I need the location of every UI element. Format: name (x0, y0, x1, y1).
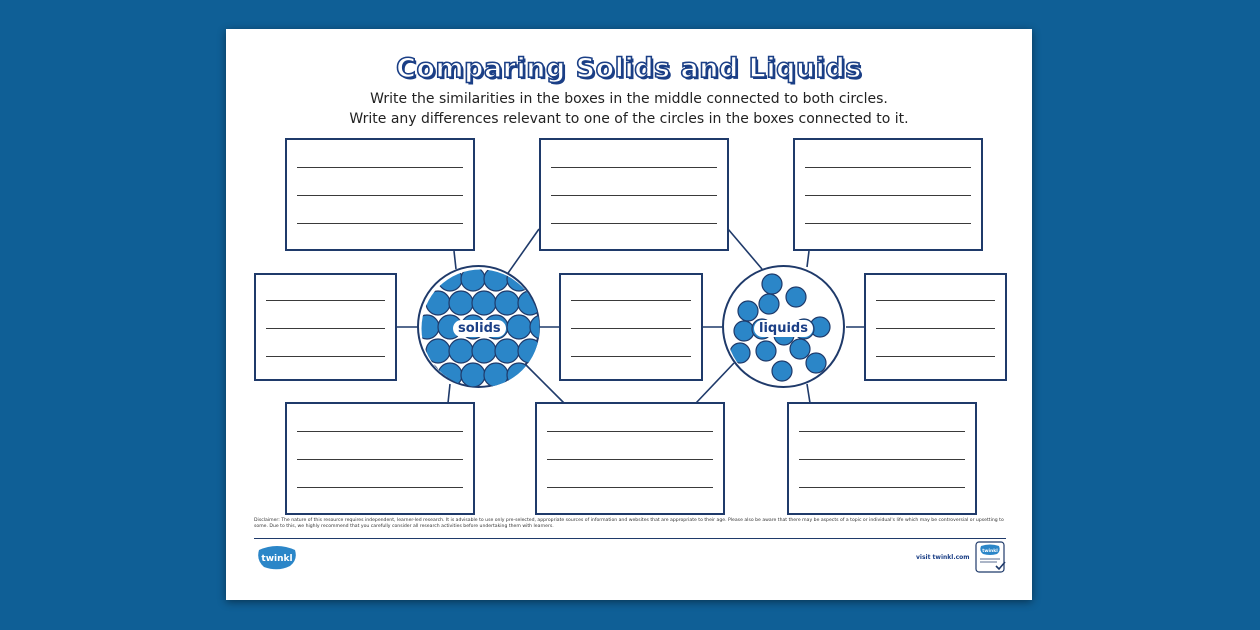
solid-particle (541, 339, 542, 363)
solid-particle (541, 291, 542, 315)
answer-box-solids-side[interactable] (254, 273, 397, 381)
answer-box-liquids-top[interactable] (793, 138, 983, 251)
answer-box-solids-bottom[interactable] (285, 402, 475, 515)
solid-particle (426, 339, 450, 363)
solid-particle (507, 363, 531, 387)
solid-particle (461, 363, 485, 387)
solid-particle (518, 291, 542, 315)
liquids-circle (722, 265, 845, 388)
solid-particle (472, 339, 496, 363)
solid-particle (419, 315, 439, 339)
solid-particle (484, 363, 508, 387)
worksheet-page (226, 29, 1032, 600)
solids-label: solids (453, 320, 506, 337)
solid-particle (495, 291, 519, 315)
solid-particle (419, 267, 439, 291)
solid-particle (518, 339, 542, 363)
solid-particle (426, 291, 450, 315)
worksheet-title: Comparing Solids and Liquids (396, 53, 862, 84)
solid-particle (530, 267, 542, 291)
quality-badge (975, 541, 1007, 575)
solid-particle (438, 267, 462, 291)
solid-particle (449, 339, 473, 363)
solid-particle (472, 291, 496, 315)
solids-circle (417, 265, 540, 388)
solid-particle (449, 291, 473, 315)
instruction-line-1: Write the similarities in the boxes in the middle connected to both circles. (370, 91, 888, 107)
answer-box-similarities-middle[interactable] (559, 273, 703, 381)
solid-particle (530, 363, 542, 387)
answer-box-liquids-side[interactable] (864, 273, 1007, 381)
solid-particle (507, 315, 531, 339)
twinkl-logo (256, 544, 298, 572)
logo-wordmark: twinkl (261, 554, 293, 564)
solid-particle (495, 339, 519, 363)
answer-box-similarities-bottom[interactable] (535, 402, 725, 515)
disclaimer-text: Disclaimer: The nature of this resource requires independent, learner-led research. It is advisable to use only pre-selected, appropriate sources of information and websites that are appropriate to their age. Please also be aware that there may be aspects of a topic or individual's life which may be controversial or upsetting to some. Due to this, we highly recommend that you carefully consider all research activities before undertaking them with learners. (254, 518, 1004, 529)
solid-particle (461, 267, 485, 291)
badge-wordmark: twinkl (982, 549, 998, 554)
footer-link[interactable]: visit twinkl.com (916, 554, 970, 561)
liquids-label: liquids (754, 320, 813, 337)
instruction-line-2: Write any differences relevant to one of the circles in the boxes connected to it. (349, 111, 909, 127)
solid-particle (530, 315, 542, 339)
answer-box-solids-top[interactable] (285, 138, 475, 251)
answer-box-liquids-bottom[interactable] (787, 402, 977, 515)
solid-particle (507, 267, 531, 291)
solid-particle (419, 363, 439, 387)
footer-divider (254, 538, 1006, 539)
answer-box-similarities-top[interactable] (539, 138, 729, 251)
solid-particle (484, 267, 508, 291)
solid-particle (438, 363, 462, 387)
